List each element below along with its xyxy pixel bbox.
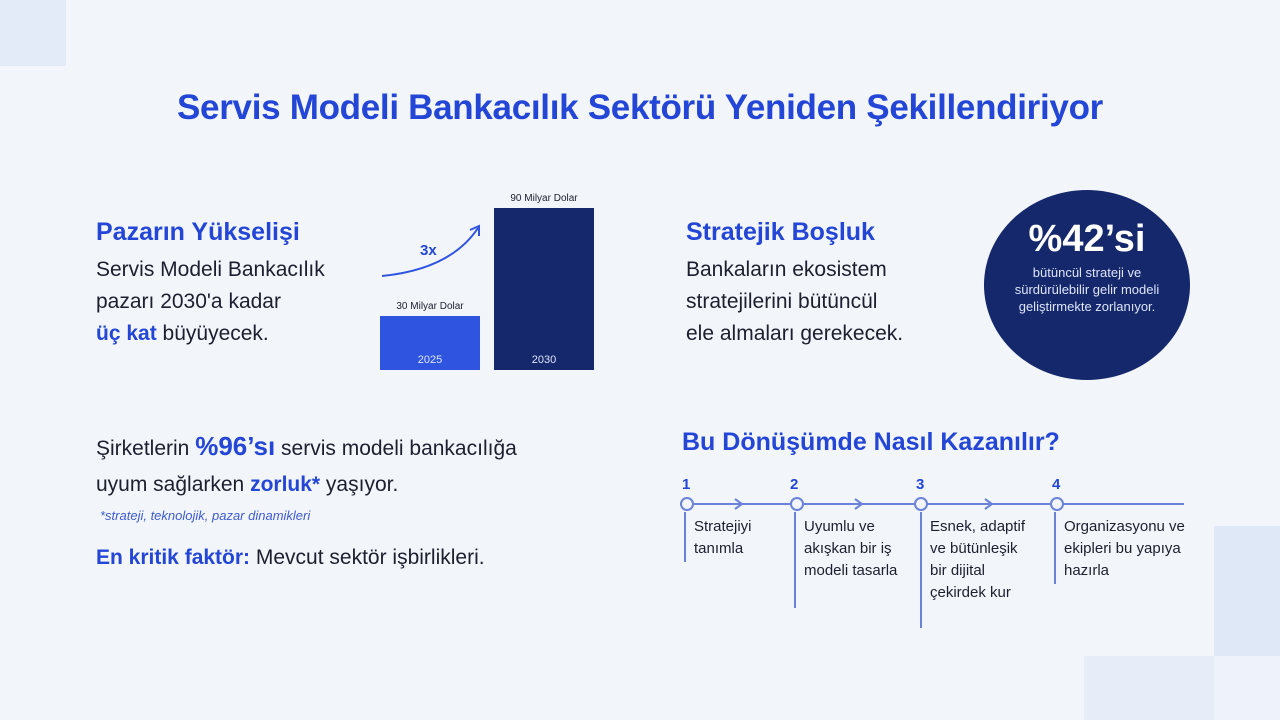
critical-label: En kritik faktör: (96, 546, 251, 569)
market-line-3 (96, 318, 325, 350)
companies-text (96, 428, 517, 503)
market-heading: Pazarın Yükselişi (96, 218, 300, 246)
timeline-line (686, 503, 1184, 505)
strategy-line-3: ele almaları gerekecek. (686, 322, 904, 345)
page-title: Servis Modeli Bankacılık Sektörü Yeniden Şekillendiriyor (177, 88, 1103, 127)
market-line-3-rest: büyüyecek. (156, 322, 269, 345)
step-3-dot (914, 497, 928, 511)
bar-category-label: 2030 (531, 354, 557, 366)
stat-text: bütüncül strateji ve sürdürülebilir gelir modeli geliştirmekte zorlanıyor. (1014, 265, 1160, 314)
step-2-text: Uyumlu ve akışkan bir iş modeli tasarla (794, 512, 902, 608)
step-2-dot (790, 497, 804, 511)
stat-circle (984, 190, 1190, 380)
market-line-1: Servis Modeli Bankacılık (96, 258, 325, 281)
corner-decoration (1214, 656, 1280, 720)
step-4-number: 4 (1052, 476, 1061, 493)
step-3-number: 3 (916, 476, 925, 493)
companies-line-1 (96, 428, 517, 467)
chevron-right-icon (732, 497, 746, 511)
companies-line-2-pre: uyum sağlarken (96, 473, 251, 496)
chevron-right-icon (982, 497, 996, 511)
companies-highlight: zorluk* (250, 473, 321, 496)
how-heading: Bu Dönüşümde Nasıl Kazanılır? (682, 428, 1060, 456)
strategy-text (686, 254, 903, 350)
bar-value-label: 30 Milyar Dolar (396, 301, 464, 312)
corner-decoration (0, 0, 66, 66)
corner-decoration (1214, 526, 1280, 656)
step-3-text: Esnek, adaptif ve bütünleşik bir dijital çekirdek kur (920, 512, 1038, 628)
market-text (96, 254, 325, 350)
corner-decoration (1084, 656, 1214, 720)
step-1-text: Stratejiyi tanımla (684, 512, 772, 562)
companies-line-2 (96, 467, 517, 503)
companies-percent: %96’sı (195, 431, 276, 461)
strategy-line-2: stratejilerini bütüncül (686, 290, 878, 313)
strategy-line-1: Bankaların ekosistem (686, 258, 887, 281)
strategy-heading: Stratejik Boşluk (686, 218, 875, 246)
step-4-text: Organizasyonu ve ekipleri bu yapıya hazırla (1054, 512, 1194, 584)
bar-category-label: 2025 (417, 354, 443, 366)
step-2-number: 2 (790, 476, 799, 493)
chevron-right-icon (852, 497, 866, 511)
companies-post: servis modeli bankacılığa (275, 437, 517, 460)
bar-2030 (494, 208, 594, 370)
critical-text: Mevcut sektör işbirlikleri. (250, 546, 485, 569)
market-highlight: üç kat (96, 322, 157, 345)
companies-line-2-post: yaşıyor. (320, 473, 399, 496)
market-line-2: pazarı 2030'a kadar (96, 290, 281, 313)
step-1-number: 1 (682, 476, 691, 493)
companies-pre: Şirketlerin (96, 437, 196, 460)
bar-2025 (380, 316, 480, 370)
footnote: *strateji, teknolojik, pazar dinamikleri (100, 508, 311, 523)
growth-label: 3x (420, 242, 437, 259)
step-1-dot (680, 497, 694, 511)
market-bar-chart (376, 180, 596, 370)
stat-value: %42’si (1028, 218, 1146, 260)
step-4-dot (1050, 497, 1064, 511)
bar-value-label: 90 Milyar Dolar (510, 193, 578, 204)
critical-factor (96, 542, 485, 574)
